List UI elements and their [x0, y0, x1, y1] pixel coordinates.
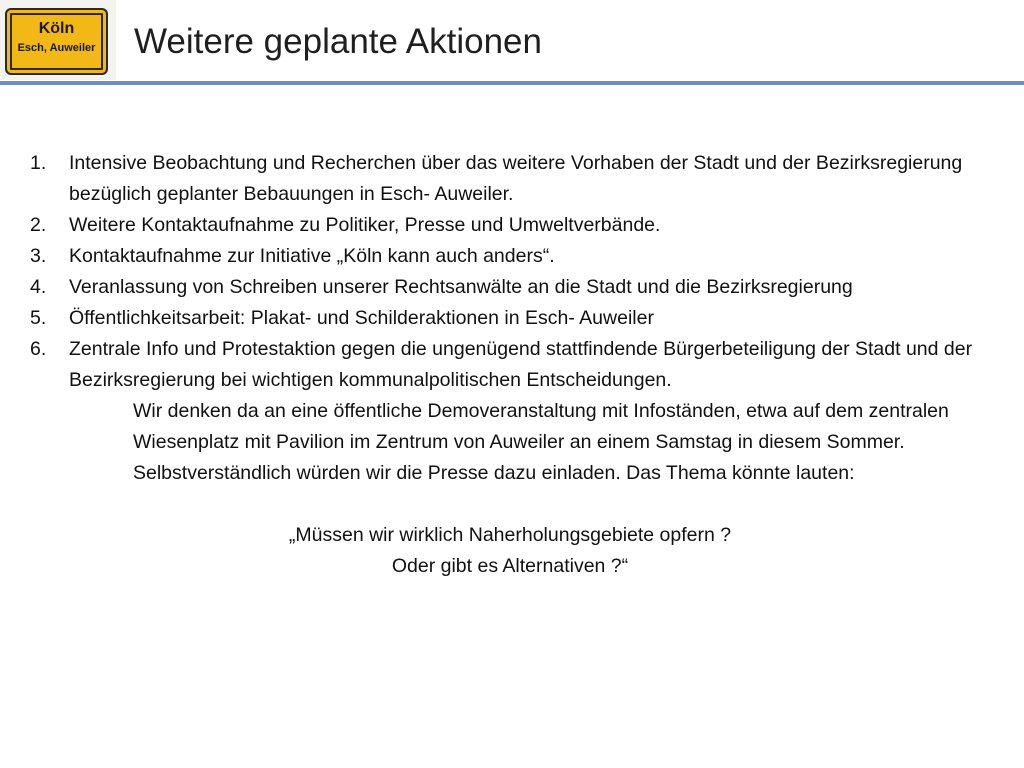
logo-city: Köln: [38, 20, 75, 37]
action-list: [30, 148, 990, 396]
list-item-number: 3.: [30, 245, 47, 267]
list-item-text: Intensive Beobachtung und Recherchen über das weitere Vorhaben der Stadt und der Bezirksregierung bezüglich geplanter Bebauungen in Esch- Auweiler.: [69, 152, 963, 205]
list-item-text: Zentrale Info und Protestaktion gegen die ungenügend stattfindende Bürgerbeteiligung der Stadt und der Bezirksregierung bei wichtigen kommunalpolitischen Entscheidungen.: [69, 338, 973, 391]
list-item: [30, 272, 990, 303]
logo-box: [0, 0, 116, 80]
list-item: [30, 241, 990, 272]
title-divider: [0, 81, 1024, 85]
logo-district: Esch, Auweiler: [17, 42, 96, 54]
theme-quote: [30, 520, 990, 582]
list-item-number: 2.: [30, 214, 47, 236]
list-item-number: 1.: [30, 152, 47, 174]
slide-title: Weitere geplante Aktionen: [134, 22, 542, 61]
list-item-number: 4.: [30, 276, 47, 298]
list-item-text: Weitere Kontaktaufnahme zu Politiker, Presse und Umweltverbände.: [69, 214, 661, 236]
slide-body: [30, 148, 990, 582]
list-item-text: Öffentlichkeitsarbeit: Plakat- und Schilderaktionen in Esch- Auweiler: [69, 307, 654, 329]
list-item-text: Veranlassung von Schreiben unserer Rechtsanwälte an die Stadt und die Bezirksregierung: [69, 276, 853, 298]
list-item: [30, 334, 990, 396]
quote-line-1: „Müssen wir wirklich Naherholungsgebiete opfern ?: [288, 524, 732, 546]
city-sign-logo: [5, 8, 108, 75]
list-item-number: 6.: [30, 338, 47, 360]
quote-line-2: Oder gibt es Alternativen ?“: [391, 555, 629, 577]
list-item-number: 5.: [30, 307, 47, 329]
list-item-text: Kontaktaufnahme zur Initiative „Köln kann auch anders“.: [69, 245, 555, 267]
list-item: [30, 148, 990, 210]
list-item: [30, 303, 990, 334]
list-item: [30, 210, 990, 241]
demo-note: Wir denken da an eine öffentliche Demoveranstaltung mit Infoständen, etwa auf dem zentralen Wiesenplatz mit Pavilion im Zentrum von Auweiler an einem Samstag in diesem Sommer. Selbstverständlich würden wir die Presse dazu einladen. Das Thema könnte lauten:: [133, 400, 949, 484]
